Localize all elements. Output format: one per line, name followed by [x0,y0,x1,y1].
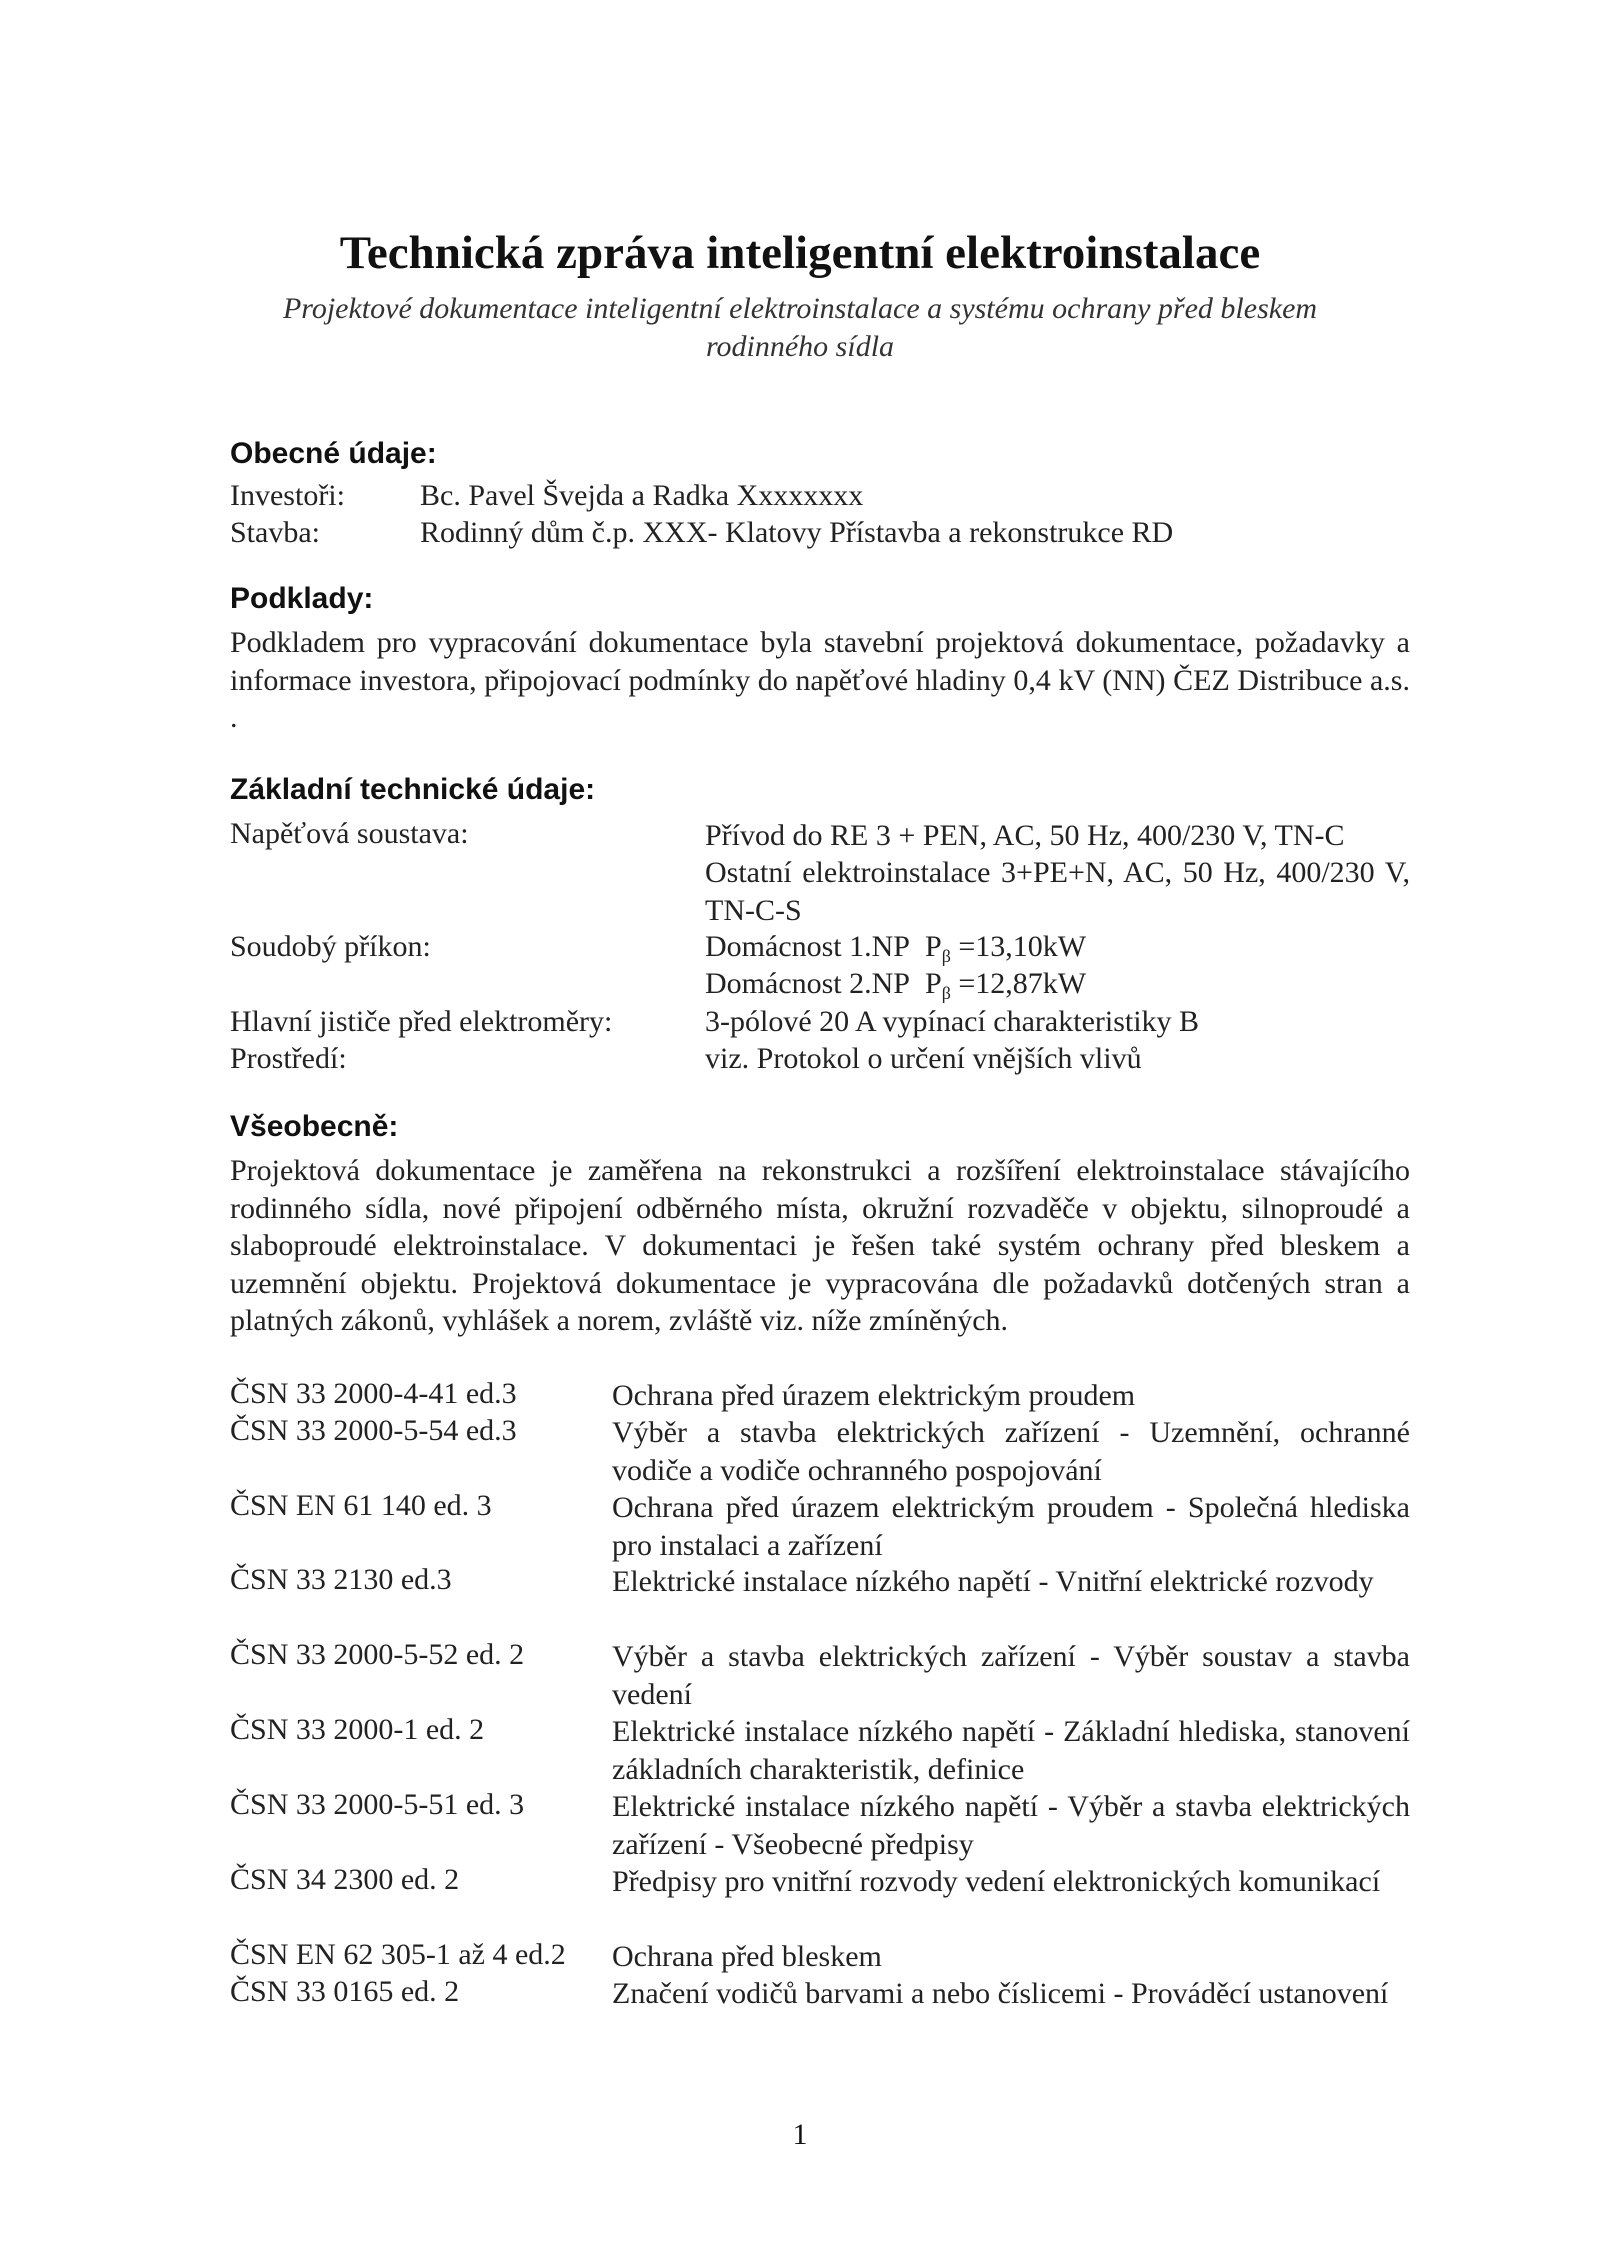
sources-paragraph: Podkladem pro vypracování dokumentace byla stavební projektová dokumentace, požadavky a informace investora, připojovací podmínky do napěťové hladiny 0,4 kV (NN) ČEZ Distribuce a.s. . [230,626,1410,734]
norm-code: ČSN 34 2300 ed. 2 [230,1863,460,1896]
norm-code: ČSN 33 2000-4-41 ed.3 [230,1377,517,1410]
section-heading-general: Obecné údaje: [230,437,437,470]
overview-paragraph: Projektová dokumentace je zaměřena na rekonstrukci a rozšíření elektroinstalace stávajícího rodinného sídla, nové připojení odběrného místa, okružní rozvaděče v objektu, silnoproudé a slaboproudé elektroinstalace. V dokumentaci je řešen také systém ochrany před bleskem a uzemnění objektu. Projektová dokumentace je vypracována dle požadavků dotčených stran a platných zákonů, vyhlášek a norem, zvláště viz. níže zmíněných. [230,1154,1410,1337]
norm-description: Výběr a stavba elektrických zařízení - Uzemnění, ochranné vodiče a vodiče ochranného pospojování [612,1416,1410,1487]
power-row-1-symbol: P [925,930,942,963]
norm-description: Výběr a stavba elektrických zařízení - Výběr soustav a stavba vedení [612,1640,1410,1711]
document-subtitle [230,290,1370,366]
norm-code: ČSN 33 2000-5-52 ed. 2 [230,1638,525,1671]
power-row-2-name: Domácnost 2.NP [705,967,910,1000]
power-row-1-name: Domácnost 1.NP [705,930,910,963]
norm-code: ČSN 33 2000-5-54 ed.3 [230,1414,517,1447]
norm-code: ČSN EN 62 305-1 až 4 ed.2 [230,1938,566,1971]
power-row-1-number: =13,10kW [950,930,1087,963]
building-value: Rodinný dům č.p. XXX- Klatovy Přístavba a rekonstrukce RD [420,516,1174,549]
section-heading-overview: Všeobecně: [230,1110,399,1143]
page-number: 1 [792,2118,808,2151]
subtitle-line-2: rodinného sídla [705,330,895,363]
norm-code: ČSN 33 0165 ed. 2 [230,1975,460,2008]
norm-description: Elektrické instalace nízkého napětí - Výběr a stavba elektrických zařízení - Všeobecné předpisy [612,1790,1410,1861]
power-row-2-sub: β [941,983,951,1003]
power-row-1-value [925,930,1086,967]
norm-description: Předpisy pro vnitřní rozvody vedení elektronických komunikací [612,1865,1381,1898]
norm-description: Elektrické instalace nízkého napětí - Vnitřní elektrické rozvody [612,1565,1374,1598]
norm-code: ČSN 33 2000-1 ed. 2 [230,1713,485,1746]
environment-label: Prostředí: [230,1042,347,1075]
norm-code: ČSN EN 61 140 ed. 3 [230,1489,492,1522]
norm-code: ČSN 33 2000-5-51 ed. 3 [230,1788,525,1821]
environment-value: viz. Protokol o určení vnějších vlivů [705,1042,1142,1075]
building-label: Stavba: [230,516,320,549]
section-heading-technical: Základní technické údaje: [230,773,596,806]
power-row-2-number: =12,87kW [950,967,1087,1000]
norm-code: ČSN 33 2130 ed.3 [230,1563,452,1596]
breakers-label: Hlavní jističe před elektroměry: [230,1005,613,1038]
norm-description: Elektrické instalace nízkého napětí - Základní hlediska, stanovení základních charakteristik, definice [612,1715,1410,1786]
power-row-2-value [925,967,1086,1004]
investors-label: Investoři: [230,479,345,512]
voltage-value-2: Ostatní elektroinstalace 3+PE+N, AC, 50 Hz, 400/230 V, TN-C-S [705,856,1410,927]
voltage-value-1: Přívod do RE 3 + PEN, AC, 50 Hz, 400/230 V, TN-C [705,819,1345,852]
norm-description: Ochrana před bleskem [612,1940,882,1973]
norm-description: Ochrana před úrazem elektrickým proudem - Společná hlediska pro instalaci a zařízení [612,1491,1410,1562]
voltage-label: Napěťová soustava: [230,817,469,850]
document-title: Technická zpráva inteligentní elektroinstalace [339,227,1261,279]
investors-value: Bc. Pavel Švejda a Radka Xxxxxxxx [420,479,864,512]
power-row-2-symbol: P [925,967,942,1000]
subtitle-line-1: Projektové dokumentace inteligentní elektroinstalace a systému ochrany před bleskem [282,292,1318,325]
breakers-value: 3-pólové 20 A vypínací charakteristiky B [705,1005,1200,1038]
power-row-1-sub: β [941,946,951,966]
norm-description: Ochrana před úrazem elektrickým proudem [612,1379,1136,1412]
norm-description: Značení vodičů barvami a nebo číslicemi - Prováděcí ustanovení [612,1977,1389,2010]
section-heading-sources: Podklady: [230,582,374,615]
power-label: Soudobý příkon: [230,930,431,963]
